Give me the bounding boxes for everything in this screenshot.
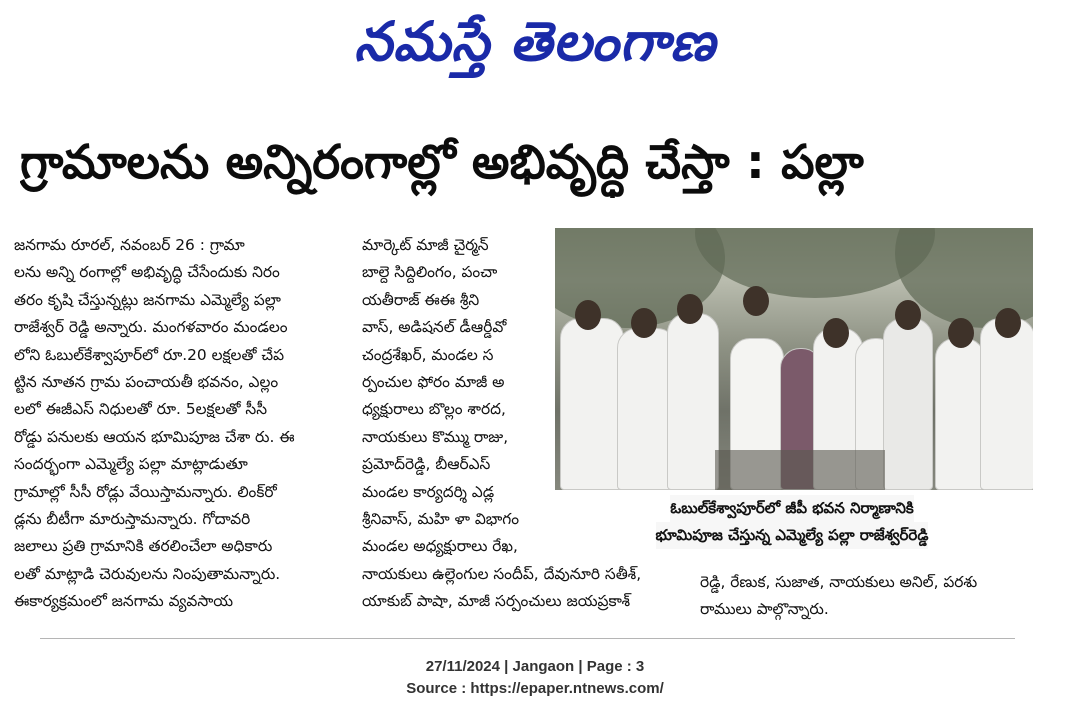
photo-caption — [612, 495, 972, 549]
article-line: మార్కెట్ మాజీ చైర్మన్ — [362, 236, 489, 254]
photo-person — [980, 318, 1033, 490]
photo-person — [560, 318, 624, 490]
photo-person-head — [948, 318, 974, 348]
article-line: లతో మాట్లాడి చెరువులను నింపుతామన్నారు. — [14, 564, 281, 583]
article-line: నాయకులు కొమ్ము రాజు, — [362, 427, 509, 446]
article-line: యాకుబ్ పాషా, మాజీ సర్పంచులు జయప్రకాశ్ — [362, 592, 631, 611]
article-line: రోడ్డు పనులకు ఆయన భూమిపూజ చేశా రు. ఈ — [14, 427, 295, 446]
news-photo — [555, 228, 1033, 490]
page-footer — [0, 656, 1070, 700]
article-column-2 — [362, 232, 642, 616]
article-line: మండల అధ్యక్షురాలు రేఖ, — [362, 537, 518, 556]
article-line: తరం కృషి చేస్తున్నట్లు జనగామ ఎమ్మెల్యే పల్లా — [14, 290, 281, 309]
article-line: నాయకులు ఉల్లెంగుల సందీప్, దేవునూరి సతీశ్, — [362, 564, 642, 583]
article-headline: గ్రామాలను అన్నిరంగాల్లో అభివృద్ధి చేస్తా : పల్లా — [20, 135, 864, 190]
footer-divider — [40, 638, 1015, 639]
article-line: ట్టిన నూతన గ్రామ పంచాయతీ భవనం, ఎల్లం — [14, 373, 279, 392]
photo-person-head — [823, 318, 849, 348]
photo-ground — [715, 450, 885, 490]
article-line: బాల్దె సిద్దిలింగం, పంచా — [362, 263, 498, 282]
footer-date-edition: 27/11/2024 | Jangaon | Page : 3 — [425, 658, 645, 675]
photo-person — [667, 313, 719, 490]
article-line: ధ్యక్షురాలు బొల్లం శారద, — [362, 400, 506, 419]
article-line: రాములు పాల్గొన్నారు. — [700, 600, 829, 619]
article-line: లోని ఓబుల్‌కేశ్వాపూర్‌లో రూ.20 లక్షలతో చేప — [14, 345, 285, 364]
photo-person-head — [995, 308, 1021, 338]
article-line: లను అన్ని రంగాల్లో అభివృద్ధి చేసేందుకు నిరం — [14, 263, 280, 282]
article-line: ర్పంచుల ఫోరం మాజీ అ — [362, 373, 505, 392]
article-line: శ్రీనివాస్, మహి ళా విభాగం — [362, 510, 520, 529]
article-line: రాజేశ్వర్ రెడ్డి అన్నారు. మంగళవారం మండలం — [14, 318, 288, 337]
photo-person-head — [895, 300, 921, 330]
photo-person-head — [743, 286, 769, 316]
article-line: రెడ్డి, రేణుక, సుజాత, నాయకులు అనిల్, పరశు — [700, 573, 978, 591]
article-column-1 — [14, 232, 339, 616]
photo-person — [883, 318, 933, 490]
article-line: డ్లను బీటీగా మారుస్తామన్నారు. గోదావరి — [14, 510, 251, 529]
article-line: మండల కార్యదర్శి ఎడ్ల — [362, 482, 495, 501]
footer-source-link[interactable]: Source : https://epaper.ntnews.com/ — [406, 680, 664, 697]
article-line: జనగామ రూరల్, నవంబర్ 26 : గ్రామా — [14, 236, 245, 254]
newspaper-masthead: నమస్తే తెలంగాణ — [354, 9, 716, 73]
photo-caption-line: భూమిపూజ చేస్తున్న ఎమ్మెల్యే పల్లా రాజేశ్వర్‌రెడ్డి — [656, 522, 929, 549]
article-line: వాస్, అడిషనల్ డీఆర్డీవో — [362, 318, 507, 337]
article-line: జలాలు ప్రతి గ్రామానికి తరలించేలా అధికారు — [14, 537, 273, 556]
photo-caption-line: ఓబుల్‌కేశ్వాపూర్‌లో జీపీ భవన నిర్మాణానికి — [670, 495, 913, 522]
photo-person-head — [575, 300, 601, 330]
article-line: సందర్భంగా ఎమ్మెల్యే పల్లా మాట్లాడుతూ — [14, 455, 248, 474]
article-line: లలో ఈజీఎస్ నిధులతో రూ. 5లక్షలతో సీసీ — [14, 400, 268, 419]
article-line: యతీరాజ్ ఈఈ శ్రీని — [362, 290, 480, 309]
article-line: ప్రమోద్‌రెడ్డి, బీఆర్ఎస్ — [362, 455, 491, 474]
article-column-3 — [700, 569, 1032, 624]
article-line: చంద్రశేఖర్, మండల స — [362, 345, 494, 364]
photo-person-head — [677, 294, 703, 324]
article-line: గ్రామాల్లో సీసీ రోడ్లు వేయిస్తామన్నారు. లింక్‌రో — [14, 482, 277, 501]
photo-person — [935, 338, 985, 490]
article-line: ఈకార్యక్రమంలో జనగామ వ్యవసాయ — [14, 592, 234, 611]
photo-person-head — [631, 308, 657, 338]
